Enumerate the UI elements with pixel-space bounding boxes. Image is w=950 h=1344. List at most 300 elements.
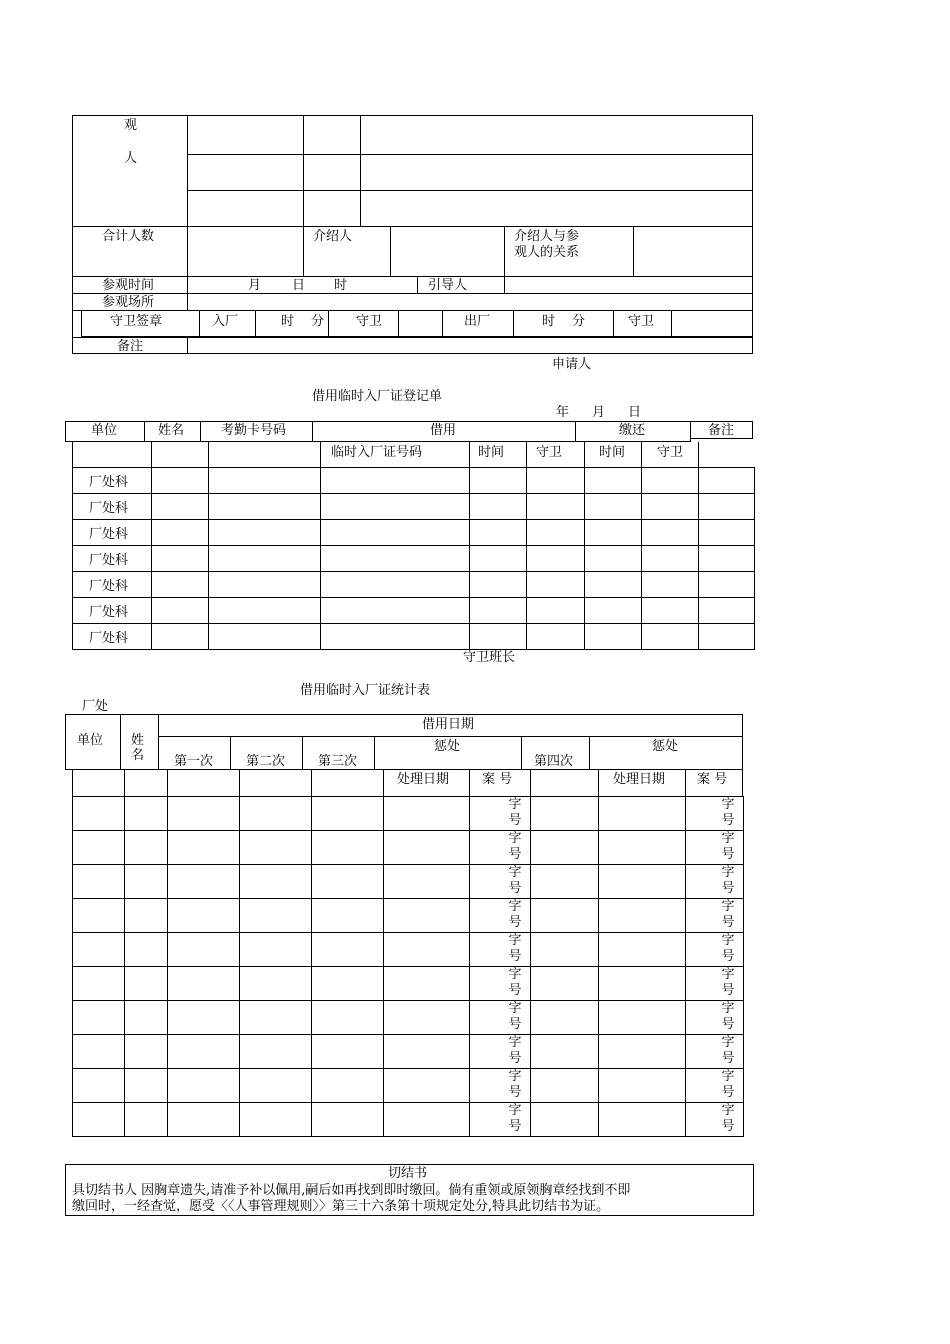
table-cell[interactable]	[531, 1069, 599, 1103]
case-no-suffix	[508, 797, 522, 829]
hao-char: 号	[721, 847, 735, 862]
case-no-suffix	[508, 831, 522, 863]
table-cell[interactable]	[470, 520, 527, 546]
hao-char: 号	[721, 1119, 735, 1134]
hao-char: 号	[508, 1051, 522, 1066]
table-cell[interactable]	[168, 899, 240, 933]
table-cell[interactable]	[125, 865, 168, 899]
stats-title: 借用临时入厂证统计表	[300, 683, 431, 698]
guard-label: 守卫	[356, 314, 383, 329]
table-cell[interactable]	[642, 468, 699, 494]
hao-char: 号	[721, 949, 735, 964]
table-row	[73, 546, 755, 572]
table-cell[interactable]	[73, 1035, 125, 1069]
table-cell[interactable]	[527, 598, 585, 624]
hao-char: 号	[508, 1085, 522, 1100]
table-cell[interactable]	[73, 967, 125, 1001]
table-cell[interactable]	[531, 1035, 599, 1069]
case-no-suffix	[508, 899, 522, 931]
visitor-label: 人	[124, 151, 138, 166]
table-cell[interactable]	[125, 967, 168, 1001]
col-return: 缴还	[619, 423, 646, 438]
table-cell[interactable]	[585, 624, 642, 650]
table-cell[interactable]	[470, 494, 527, 520]
row-unit-label: 厂处科	[73, 572, 152, 598]
table-cell[interactable]	[240, 967, 312, 1001]
process-date-label: 处理日期	[613, 772, 666, 787]
row-unit-label: 厂处科	[73, 624, 152, 650]
table-cell[interactable]	[531, 865, 599, 899]
hao-char: 号	[508, 983, 522, 998]
table-cell[interactable]	[125, 1035, 168, 1069]
table-row	[73, 520, 755, 546]
table-cell[interactable]	[470, 899, 531, 933]
table-row	[73, 1001, 744, 1035]
table-cell[interactable]	[599, 1069, 686, 1103]
table-cell[interactable]	[321, 546, 470, 572]
table-cell[interactable]	[470, 1001, 531, 1035]
case-no-suffix	[721, 899, 735, 931]
table-cell[interactable]	[527, 520, 585, 546]
table-cell[interactable]	[384, 831, 470, 865]
case-no-suffix	[508, 1069, 522, 1101]
month-label: 月	[592, 405, 606, 420]
visitor-label: 观	[124, 118, 138, 133]
hao-char: 号	[508, 847, 522, 862]
table-row	[73, 1103, 744, 1137]
visit-place-label: 参观场所	[102, 295, 155, 310]
zi-char: 字	[508, 797, 522, 812]
table-cell[interactable]	[531, 1001, 599, 1035]
zi-char: 字	[508, 967, 522, 982]
table-cell[interactable]	[209, 624, 321, 650]
zi-char: 字	[721, 1069, 735, 1084]
hao-char: 号	[508, 915, 522, 930]
table-cell[interactable]	[470, 598, 527, 624]
table-cell[interactable]	[321, 598, 470, 624]
table-cell[interactable]	[599, 1035, 686, 1069]
table-cell[interactable]	[384, 1035, 470, 1069]
table-cell[interactable]	[699, 598, 755, 624]
penalty-label: 惩处	[434, 739, 461, 754]
guard-label: 守卫	[628, 314, 655, 329]
col-card: 考勤卡号码	[221, 423, 287, 438]
dept-label: 厂处	[82, 699, 109, 714]
table-cell[interactable]	[73, 1103, 125, 1137]
penalty-label: 惩处	[652, 739, 679, 754]
hao-char: 号	[721, 881, 735, 896]
case-no-suffix	[721, 797, 735, 829]
table-cell[interactable]	[686, 933, 744, 967]
second-label: 第二次	[246, 754, 286, 769]
table-cell[interactable]	[531, 899, 599, 933]
table-cell[interactable]	[699, 520, 755, 546]
register-title: 借用临时入厂证登记单	[312, 389, 443, 404]
third-label: 第三次	[318, 754, 358, 769]
case-no-suffix	[721, 1069, 735, 1101]
case-no-suffix	[508, 1103, 522, 1135]
table-cell[interactable]	[312, 967, 384, 1001]
table-cell[interactable]	[599, 865, 686, 899]
table-cell[interactable]	[686, 797, 744, 831]
case-no-suffix	[721, 967, 735, 999]
case-no-suffix	[721, 933, 735, 965]
table-cell[interactable]	[470, 797, 531, 831]
table-cell[interactable]	[599, 933, 686, 967]
minute-label: 分	[572, 314, 586, 329]
table-cell[interactable]	[152, 598, 209, 624]
table-cell[interactable]	[470, 1103, 531, 1137]
hao-char: 号	[721, 813, 735, 828]
zi-char: 字	[508, 933, 522, 948]
table-cell[interactable]	[470, 468, 527, 494]
table-cell[interactable]	[599, 899, 686, 933]
case-no-suffix	[721, 865, 735, 897]
case-no-label: 案 号	[697, 772, 728, 787]
table-cell[interactable]	[384, 899, 470, 933]
zi-char: 字	[721, 1035, 735, 1050]
zi-char: 字	[508, 1069, 522, 1084]
zi-char: 字	[508, 831, 522, 846]
table-cell[interactable]	[168, 1103, 240, 1137]
table-cell[interactable]	[585, 598, 642, 624]
zi-char: 字	[508, 899, 522, 914]
hour-label: 时	[542, 314, 556, 329]
table-cell[interactable]	[209, 494, 321, 520]
table-cell[interactable]	[686, 1103, 744, 1137]
table-cell[interactable]	[125, 797, 168, 831]
zi-char: 字	[508, 1001, 522, 1016]
case-no-label: 案 号	[482, 772, 513, 787]
subcol-guard: 守卫	[536, 445, 563, 460]
relation-label: 观人的关系	[514, 245, 580, 260]
table-cell[interactable]	[699, 494, 755, 520]
table-cell[interactable]	[470, 865, 531, 899]
fourth-label: 第四次	[534, 754, 574, 769]
table-cell[interactable]	[312, 1069, 384, 1103]
table-row	[73, 967, 744, 1001]
guard-sign-label: 守卫签章	[110, 314, 163, 329]
table-cell[interactable]	[321, 494, 470, 520]
table-cell[interactable]	[321, 572, 470, 598]
table-cell[interactable]	[240, 1069, 312, 1103]
table-row	[73, 624, 755, 650]
table-cell[interactable]	[699, 546, 755, 572]
col-remarks: 备注	[708, 423, 735, 438]
table-cell[interactable]	[527, 494, 585, 520]
table-cell[interactable]	[321, 468, 470, 494]
table-cell[interactable]	[312, 899, 384, 933]
table-cell[interactable]	[585, 572, 642, 598]
table-cell[interactable]	[240, 899, 312, 933]
table-cell[interactable]	[470, 933, 531, 967]
relation-field[interactable]	[634, 227, 752, 275]
table-cell[interactable]	[152, 624, 209, 650]
guide-label: 引导人	[428, 278, 468, 293]
table-cell[interactable]	[699, 624, 755, 650]
table-cell[interactable]	[312, 933, 384, 967]
table-cell[interactable]	[152, 572, 209, 598]
table-cell[interactable]	[531, 967, 599, 1001]
table-cell[interactable]	[599, 831, 686, 865]
table-cell[interactable]	[384, 1103, 470, 1137]
table-cell[interactable]	[585, 546, 642, 572]
table-cell[interactable]	[699, 468, 755, 494]
table-cell[interactable]	[585, 468, 642, 494]
table-row	[73, 468, 755, 494]
table-cell[interactable]	[585, 520, 642, 546]
case-no-suffix	[508, 1035, 522, 1067]
zi-char: 字	[721, 899, 735, 914]
table-cell[interactable]	[312, 1103, 384, 1137]
hour-label: 时	[334, 278, 348, 293]
table-cell[interactable]	[168, 831, 240, 865]
table-cell[interactable]	[209, 520, 321, 546]
table-cell[interactable]	[599, 1103, 686, 1137]
table-cell[interactable]	[168, 1035, 240, 1069]
zi-char: 字	[721, 933, 735, 948]
col-name: 姓名	[158, 423, 185, 438]
table-row	[73, 494, 755, 520]
table-cell[interactable]	[531, 831, 599, 865]
table-cell[interactable]	[642, 572, 699, 598]
table-cell[interactable]	[642, 624, 699, 650]
applicant-label: 申请人	[552, 357, 592, 372]
table-cell[interactable]	[240, 933, 312, 967]
hao-char: 号	[508, 813, 522, 828]
case-no-suffix	[721, 1035, 735, 1067]
table-cell[interactable]	[642, 546, 699, 572]
hour-label: 时	[281, 314, 295, 329]
table-cell[interactable]	[686, 1069, 744, 1103]
zi-char: 字	[721, 831, 735, 846]
table-cell[interactable]	[73, 1069, 125, 1103]
table-row	[73, 1069, 744, 1103]
row-unit-label: 厂处科	[73, 598, 152, 624]
stat-col-unit: 单位	[77, 733, 104, 748]
table-cell[interactable]	[312, 1001, 384, 1035]
year-label: 年	[556, 405, 570, 420]
zi-char: 字	[721, 967, 735, 982]
table-cell[interactable]	[686, 967, 744, 1001]
table-cell[interactable]	[531, 933, 599, 967]
table-cell[interactable]	[642, 598, 699, 624]
subcol-time: 时间	[599, 445, 626, 460]
table-cell[interactable]	[321, 624, 470, 650]
row-unit-label: 厂处科	[73, 494, 152, 520]
row-unit-label: 厂处科	[73, 468, 152, 494]
col-unit: 单位	[91, 423, 118, 438]
table-cell[interactable]	[73, 899, 125, 933]
table-cell[interactable]	[168, 1069, 240, 1103]
case-no-suffix	[508, 967, 522, 999]
first-label: 第一次	[174, 754, 214, 769]
case-no-suffix	[508, 933, 522, 965]
subcol-guard: 守卫	[657, 445, 684, 460]
table-cell[interactable]	[73, 1001, 125, 1035]
table-cell[interactable]	[470, 967, 531, 1001]
table-cell[interactable]	[240, 831, 312, 865]
hao-char: 号	[508, 1017, 522, 1032]
table-row	[73, 933, 744, 967]
table-row	[73, 865, 744, 899]
zi-char: 字	[508, 1035, 522, 1050]
table-cell[interactable]	[152, 546, 209, 572]
table-cell[interactable]	[699, 572, 755, 598]
table-cell[interactable]	[686, 831, 744, 865]
table-cell[interactable]	[531, 797, 599, 831]
table-cell[interactable]	[686, 1035, 744, 1069]
stats-table	[72, 796, 744, 1137]
table-cell[interactable]	[686, 899, 744, 933]
table-row	[73, 1035, 744, 1069]
pledge-line: 具切结书人 因胸章遗失,请准予补以佩用,嗣后如再找到即时缴回。倘有重领或原领胸章经找到不即	[72, 1183, 631, 1198]
introducer-label: 介绍人	[313, 229, 353, 244]
zi-char: 字	[721, 865, 735, 880]
table-cell[interactable]	[599, 797, 686, 831]
table-cell[interactable]	[470, 831, 531, 865]
table-cell[interactable]	[209, 598, 321, 624]
zi-char: 字	[508, 1103, 522, 1118]
zi-char: 字	[721, 1001, 735, 1016]
table-cell[interactable]	[312, 865, 384, 899]
case-no-suffix	[721, 1103, 735, 1135]
pledge-line: 缴回时，一经查觉，愿受〈〈人事管理规则〉〉第三十六条第十项规定处分,特具此切结书为证。	[72, 1199, 610, 1214]
zi-char: 字	[508, 865, 522, 880]
subcol-permit-no: 临时入厂证号码	[331, 445, 423, 460]
subcol-time: 时间	[478, 445, 505, 460]
table-cell[interactable]	[321, 520, 470, 546]
hao-char: 号	[508, 1119, 522, 1134]
table-cell[interactable]	[599, 1001, 686, 1035]
row-unit-label: 厂处科	[73, 520, 152, 546]
table-cell[interactable]	[599, 967, 686, 1001]
table-cell[interactable]	[125, 1069, 168, 1103]
table-cell[interactable]	[125, 1001, 168, 1035]
hao-char: 号	[721, 1051, 735, 1066]
minute-label: 分	[311, 314, 325, 329]
day-label: 日	[628, 405, 642, 420]
month-label: 月	[248, 278, 262, 293]
table-cell[interactable]	[470, 546, 527, 572]
guard-chief-label: 守卫班长	[463, 650, 516, 665]
register-table	[72, 467, 755, 650]
table-cell[interactable]	[686, 1001, 744, 1035]
row-unit-label: 厂处科	[73, 546, 152, 572]
table-row	[73, 797, 744, 831]
hao-char: 号	[721, 915, 735, 930]
table-cell[interactable]	[585, 494, 642, 520]
table-cell[interactable]	[240, 797, 312, 831]
table-cell[interactable]	[470, 1035, 531, 1069]
borrow-date-label: 借用日期	[422, 717, 475, 732]
table-cell[interactable]	[73, 933, 125, 967]
table-cell[interactable]	[168, 933, 240, 967]
table-cell[interactable]	[209, 468, 321, 494]
table-cell[interactable]	[384, 865, 470, 899]
process-date-label: 处理日期	[397, 772, 450, 787]
table-cell[interactable]	[470, 624, 527, 650]
hao-char: 号	[508, 881, 522, 896]
table-cell[interactable]	[125, 933, 168, 967]
table-cell[interactable]	[152, 468, 209, 494]
case-no-suffix	[721, 831, 735, 863]
table-cell[interactable]	[527, 572, 585, 598]
table-cell[interactable]	[384, 967, 470, 1001]
table-cell[interactable]	[125, 1103, 168, 1137]
table-cell[interactable]	[168, 1001, 240, 1035]
table-cell[interactable]	[384, 797, 470, 831]
table-cell[interactable]	[531, 1103, 599, 1137]
table-cell[interactable]	[642, 494, 699, 520]
pledge-title: 切结书	[388, 1166, 428, 1181]
table-cell[interactable]	[209, 546, 321, 572]
table-cell[interactable]	[168, 797, 240, 831]
table-cell[interactable]	[240, 1035, 312, 1069]
day-label: 日	[292, 278, 306, 293]
hao-char: 号	[721, 1017, 735, 1032]
remarks-label: 备注	[117, 339, 144, 354]
table-cell[interactable]	[240, 1001, 312, 1035]
hao-char: 号	[508, 949, 522, 964]
hao-char: 号	[721, 1085, 735, 1100]
exit-label: 出厂	[464, 314, 491, 329]
table-cell[interactable]	[470, 1069, 531, 1103]
table-cell[interactable]	[686, 865, 744, 899]
table-row	[73, 598, 755, 624]
table-cell[interactable]	[73, 831, 125, 865]
table-cell[interactable]	[152, 494, 209, 520]
table-cell[interactable]	[384, 1069, 470, 1103]
table-row	[73, 831, 744, 865]
table-cell[interactable]	[125, 831, 168, 865]
table-cell[interactable]	[384, 933, 470, 967]
table-cell[interactable]	[168, 865, 240, 899]
case-no-suffix	[508, 1001, 522, 1033]
enter-label: 入厂	[212, 314, 239, 329]
table-cell[interactable]	[73, 797, 125, 831]
table-cell[interactable]	[470, 572, 527, 598]
visit-time-label: 参观时间	[102, 278, 155, 293]
table-cell[interactable]	[312, 797, 384, 831]
stat-col-name: 姓名	[131, 733, 145, 763]
table-cell[interactable]	[125, 899, 168, 933]
table-cell[interactable]	[642, 520, 699, 546]
case-no-suffix	[508, 865, 522, 897]
table-cell[interactable]	[240, 865, 312, 899]
table-cell[interactable]	[73, 865, 125, 899]
relation-label: 介绍人与参	[514, 229, 580, 244]
table-cell[interactable]	[312, 831, 384, 865]
table-row	[73, 899, 744, 933]
hao-char: 号	[721, 983, 735, 998]
table-cell[interactable]	[312, 1035, 384, 1069]
table-cell[interactable]	[527, 546, 585, 572]
table-cell[interactable]	[527, 624, 585, 650]
zi-char: 字	[721, 1103, 735, 1118]
total-people-label: 合计人数	[102, 229, 155, 244]
table-cell[interactable]	[209, 572, 321, 598]
table-cell[interactable]	[168, 967, 240, 1001]
table-row	[73, 572, 755, 598]
table-cell[interactable]	[384, 1001, 470, 1035]
table-cell[interactable]	[152, 520, 209, 546]
table-cell[interactable]	[527, 468, 585, 494]
case-no-suffix	[721, 1001, 735, 1033]
zi-char: 字	[721, 797, 735, 812]
col-borrow: 借用	[430, 423, 457, 438]
table-cell[interactable]	[240, 1103, 312, 1137]
